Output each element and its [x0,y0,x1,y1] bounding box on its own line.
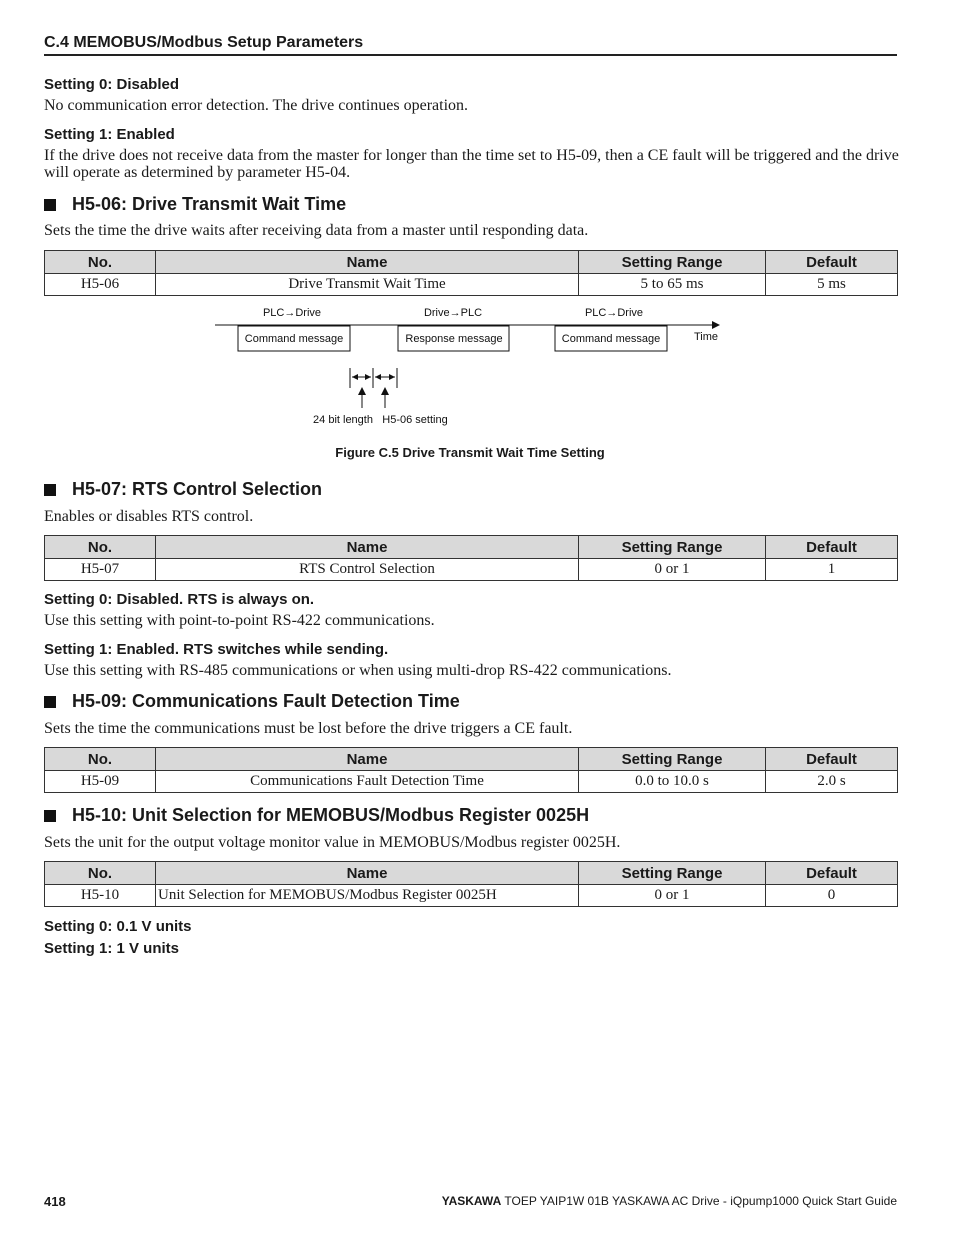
up-arrow-icon [358,387,366,395]
time-arrow-icon [712,321,720,329]
h5-10-heading [44,805,589,826]
bit-length-label: 24 bit length [313,414,373,426]
cell-range: 5 to 65 ms [579,274,766,296]
h5-07-description: Enables or disables RTS control. [44,508,254,525]
h5-10-setting-1-title: Setting 1: 1 V units [44,940,180,957]
footer-brand: YASKAWA [441,1194,502,1208]
label-plc-drive-1: PLC→Drive [262,307,322,319]
table-header-row [45,251,898,274]
table-row [45,771,898,793]
label-plc-drive-2: PLC→Drive [584,307,644,319]
col-header-no: No. [45,251,156,274]
h5-06-title: H5-06: Drive Transmit Wait Time [72,194,347,214]
col-header-range: Setting Range [579,536,766,559]
dim-arrow-icon [389,374,395,380]
table-header-row [45,536,898,559]
table-header-row [45,748,898,771]
response-message-label: Response message [405,333,503,345]
h5-10-title: H5-10: Unit Selection for MEMOBUS/Modbus Register 0025H [72,805,590,825]
h5-07-heading [44,479,322,500]
h5-07-title: H5-07: RTS Control Selection [72,479,323,499]
h5-10-table [44,861,898,907]
label-drive-plc: Drive→PLC [423,307,483,319]
h5-09-description: Sets the time the communications must be lost before the drive triggers a CE fault. [44,720,573,737]
h5-09-title: H5-09: Communications Fault Detection Time [72,691,460,711]
h5-09-table [44,747,898,793]
dim-arrow-icon [375,374,381,380]
col-header-range: Setting Range [579,748,766,771]
cell-no: H5-07 [45,559,156,581]
cell-name: Drive Transmit Wait Time [156,274,579,296]
h5-10-description: Sets the unit for the output voltage monitor value in MEMOBUS/Modbus register 0025H. [44,834,621,851]
cell-default: 2.0 s [766,771,898,793]
heading-square-icon [44,810,56,822]
h5-06-table [44,250,898,296]
heading-square-icon [44,199,56,211]
h5-07-setting-0-title: Setting 0: Disabled. RTS is always on. [44,591,315,608]
h5-07-setting-1-title: Setting 1: Enabled. RTS switches while sending. [44,641,389,658]
col-header-name: Name [156,862,579,885]
col-header-name: Name [156,748,579,771]
col-header-no: No. [45,536,156,559]
table-row [45,274,898,296]
heading-square-icon [44,484,56,496]
table-header-row [45,862,898,885]
col-header-range: Setting Range [579,862,766,885]
dim-arrow-icon [352,374,358,380]
footer-doc-title: TOEP YAIP1W 01B YASKAWA AC Drive - iQpump1000 Quick Start Guide [501,1194,897,1208]
cell-name: RTS Control Selection [156,559,579,581]
h5-07-setting-1-text: Use this setting with RS-485 communications or when using multi-drop RS-422 communications. [44,662,672,679]
col-header-default: Default [766,748,898,771]
cell-default: 0 [766,885,898,907]
cell-range: 0 or 1 [579,885,766,907]
section-header: C.4 MEMOBUS/Modbus Setup Parameters [44,34,364,51]
table-row [45,559,898,581]
cell-name: Unit Selection for MEMOBUS/Modbus Register 0025H [156,885,579,907]
cell-default: 1 [766,559,898,581]
h5-07-table [44,535,898,581]
cell-name: Communications Fault Detection Time [156,771,579,793]
table-row [45,885,898,907]
command-message-label-2: Command message [561,333,661,345]
col-header-name: Name [156,536,579,559]
col-header-no: No. [45,862,156,885]
figure-caption: Figure C.5 Drive Transmit Wait Time Setting [335,445,605,460]
setting-label: H5-06 setting [382,414,448,426]
setting-1-text: If the drive does not receive data from the master for longer than the time set to H5-09, then a CE fault will be triggered and the drive will operate as determined by parameter H5-04. [44,147,899,181]
page-number: 418 [44,1194,66,1209]
setting-0-text: No communication error detection. The drive continues operation. [44,97,469,114]
col-header-default: Default [766,251,898,274]
h5-06-description: Sets the time the drive waits after receiving data from a master until responding data. [44,222,589,239]
col-header-default: Default [766,862,898,885]
cell-no: H5-10 [45,885,156,907]
cell-range: 0.0 to 10.0 s [579,771,766,793]
col-header-name: Name [156,251,579,274]
h5-10-setting-0-title: Setting 0: 0.1 V units [44,918,192,935]
col-header-range: Setting Range [579,251,766,274]
heading-square-icon [44,696,56,708]
cell-no: H5-09 [45,771,156,793]
cell-no: H5-06 [45,274,156,296]
setting-1-title: Setting 1: Enabled [44,126,175,143]
footer-doc-info [442,1194,897,1208]
transmit-wait-diagram [0,298,954,438]
time-label: Time [693,331,719,343]
col-header-no: No. [45,748,156,771]
command-message-label-1: Command message [244,333,344,345]
col-header-default: Default [766,536,898,559]
cell-range: 0 or 1 [579,559,766,581]
up-arrow-icon [381,387,389,395]
setting-0-title: Setting 0: Disabled [44,76,180,93]
dim-arrow-icon [365,374,371,380]
cell-default: 5 ms [766,274,898,296]
header-rule [44,54,897,56]
h5-09-heading [44,691,460,712]
h5-06-heading [44,194,346,215]
h5-07-setting-0-text: Use this setting with point-to-point RS-422 communications. [44,612,435,629]
